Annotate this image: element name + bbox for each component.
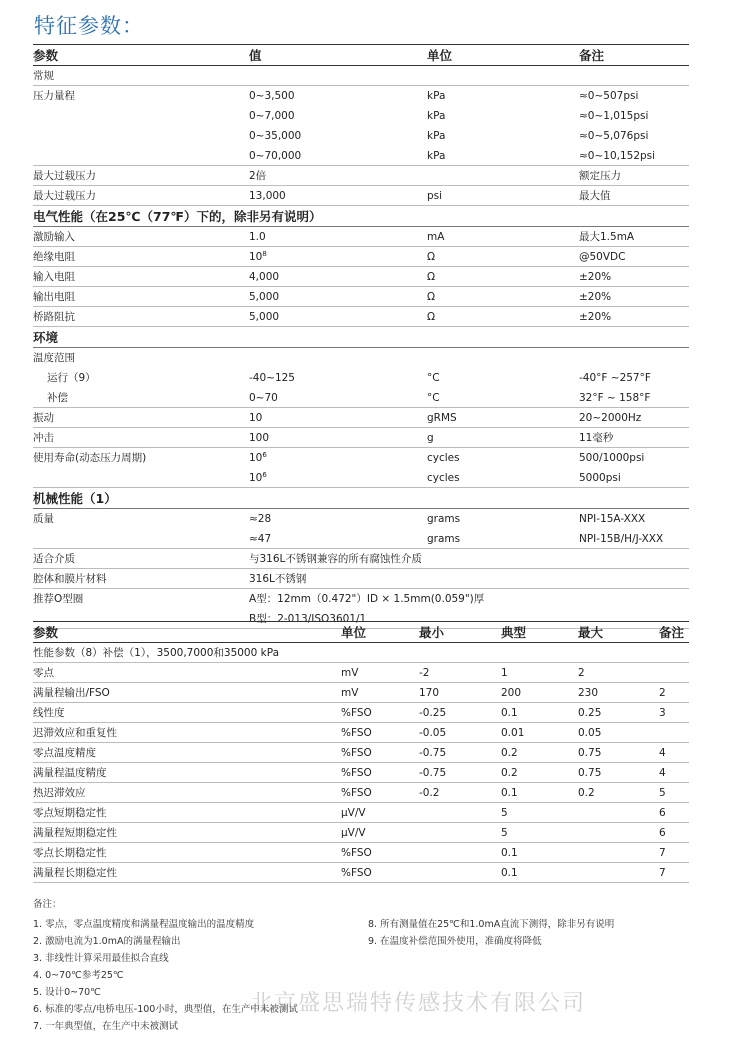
unit-cell: Ω [427, 271, 436, 283]
note-cell: 11毫秒 [579, 432, 614, 444]
notes-heading: 备注： [33, 899, 62, 910]
param-label: 零点长期稳定性 [33, 847, 107, 859]
table-row [33, 247, 689, 267]
value-cell: 0~70,000 [249, 150, 302, 162]
header-typ: 典型 [501, 625, 527, 640]
typ-cell: 1 [501, 667, 508, 679]
section-label: 电气性能（在25℃（77℉）下的，除非另有说明） [33, 209, 322, 224]
param-label: 满量程温度精度 [33, 767, 107, 779]
max-cell: 0.05 [578, 727, 602, 739]
max-cell: 2 [578, 667, 585, 679]
note-cell: 32°F ~ 158°F [579, 392, 651, 404]
note-cell: 最大1.5mA [579, 231, 635, 243]
table-row [33, 763, 689, 783]
table-row [33, 428, 689, 448]
unit-cell: cycles [427, 452, 460, 464]
value-cell: A型：12mm（0.472"）ID × 1.5mm(0.059")厚 [249, 593, 485, 605]
note-cell: NPI-15A-XXX [579, 513, 646, 525]
unit-cell: kPa [427, 150, 446, 162]
table-row [33, 803, 689, 823]
max-cell: 0.2 [578, 787, 595, 799]
note-cell: 6 [659, 827, 666, 839]
table-row [33, 146, 689, 166]
value-cell: 0~7,000 [249, 110, 295, 122]
value-cell: 0~3,500 [249, 90, 295, 102]
unit-cell: °C [427, 372, 440, 384]
table-row [33, 663, 689, 683]
param-label: 满量程输出/FSO [33, 687, 110, 699]
table-caption [33, 643, 689, 663]
param-label: 运行（9） [47, 372, 96, 384]
section-mechanical [33, 488, 689, 509]
value-cell: 0~35,000 [249, 130, 302, 142]
table-row [33, 509, 689, 529]
table-row [33, 783, 689, 803]
param-label: 零点温度精度 [33, 747, 96, 759]
caption-text: 性能参数（8）补偿（1），3500,7000和35000 kPa [33, 647, 280, 659]
table-row [33, 723, 689, 743]
table-row [33, 166, 689, 186]
max-cell: 0.25 [578, 707, 602, 719]
param-label: 零点 [33, 667, 54, 679]
typ-cell: 0.2 [501, 767, 518, 779]
table-row [33, 703, 689, 723]
page-title: 特征参数： [34, 14, 144, 38]
performance-table [33, 621, 689, 883]
param-label: 满量程短期稳定性 [33, 827, 117, 839]
value-cell: $10^8$ [249, 250, 267, 263]
section-label: 机械性能（1） [33, 491, 117, 506]
value-cell: 4,000 [249, 271, 280, 283]
param-label: 振动 [33, 412, 54, 424]
typ-cell: 5 [501, 827, 508, 839]
max-cell: 0.75 [578, 747, 602, 759]
note-item: 7. 一年典型值，在生产中未被测试 [33, 1021, 179, 1032]
value-cell: 13,000 [249, 190, 286, 202]
table-row [33, 287, 689, 307]
note-item: 5. 设计0~70℃ [33, 987, 101, 998]
header-unit: 单位 [341, 625, 367, 640]
value-cell: B型：2-013/ISO3601/1 [249, 613, 367, 625]
param-label: 最大过载压力 [33, 170, 96, 182]
param-label: 适合介质 [33, 553, 75, 565]
param-label: 使用寿命(动态压力周期) [33, 452, 147, 464]
section-environment [33, 327, 689, 348]
table-row [33, 448, 689, 468]
unit-cell: kPa [427, 130, 446, 142]
value-cell: 316L不锈钢 [249, 573, 307, 585]
section-general [33, 66, 689, 86]
unit-cell: °C [427, 392, 440, 404]
table-row [33, 743, 689, 763]
param-label: 推荐O型圈 [33, 593, 84, 605]
section-label: 环境 [33, 330, 59, 345]
table-row [33, 468, 689, 488]
unit-cell: %FSO [341, 707, 372, 719]
note-cell: 7 [659, 847, 666, 859]
value-cell: ≈28 [249, 513, 272, 525]
table-row [33, 307, 689, 327]
value-cell: 0~70 [249, 392, 278, 404]
header-param: 参数 [33, 48, 59, 63]
unit-cell: mV [341, 687, 359, 699]
note-cell: ±20% [579, 291, 612, 303]
typ-cell: 0.1 [501, 847, 518, 859]
param-label: 热迟滞效应 [33, 787, 86, 799]
note-item: 4. 0~70℃参考25℃ [33, 970, 124, 981]
min-cell: -0.75 [419, 767, 447, 779]
unit-cell: kPa [427, 110, 446, 122]
param-label: 输出电阻 [33, 291, 75, 303]
note-cell: ≈0~5,076psi [579, 130, 649, 142]
note-item: 1. 零点，零点温度精度和满量程温度输出的温度精度 [33, 919, 255, 930]
section-label: 常规 [33, 70, 54, 82]
header-note: 备注 [579, 48, 605, 63]
typ-cell: 0.01 [501, 727, 525, 739]
unit-cell: %FSO [341, 767, 372, 779]
value-cell: 与316L不锈钢兼容的所有腐蚀性介质 [249, 553, 422, 565]
watermark: 北京盛思瑞特传感技术有限公司 [250, 991, 587, 1016]
note-cell: ≈0~507psi [579, 90, 639, 102]
unit-cell: mV [341, 667, 359, 679]
table-row [33, 683, 689, 703]
performance-rows [33, 663, 689, 883]
min-cell: -0.2 [419, 787, 440, 799]
param-label: 绝缘电阻 [33, 251, 75, 263]
unit-cell: %FSO [341, 747, 372, 759]
min-cell: 170 [419, 687, 440, 699]
note-cell: 6 [659, 807, 666, 819]
note-item: 3. 非线性计算采用最佳拟合直线 [33, 953, 169, 964]
value-cell: 1.0 [249, 231, 266, 243]
typ-cell: 5 [501, 807, 508, 819]
section-electrical [33, 206, 689, 227]
note-cell: NPI-15B/H/J-XXX [579, 533, 664, 545]
note-cell: 500/1000psi [579, 452, 645, 464]
table-row [33, 368, 689, 388]
table-row [33, 106, 689, 126]
value-cell: $10^6$ [249, 451, 267, 464]
table-row [33, 126, 689, 146]
note-cell: 3 [659, 707, 666, 719]
note-item: 9. 在温度补偿范围外使用，准确度将降低 [368, 936, 542, 947]
unit-cell: grams [427, 533, 461, 545]
unit-cell: μV/V [341, 807, 366, 819]
table-row [33, 408, 689, 428]
value-cell: 10 [249, 412, 263, 424]
unit-cell: grams [427, 513, 461, 525]
table-row [33, 589, 689, 609]
table-header [33, 621, 689, 643]
value-cell: ≈47 [249, 533, 272, 545]
note-cell: 5000psi [579, 472, 621, 484]
param-label: 输入电阻 [33, 271, 75, 283]
typ-cell: 0.1 [501, 787, 518, 799]
param-label: 迟滞效应和重复性 [33, 727, 117, 739]
note-cell: 5 [659, 787, 666, 799]
value-cell: $10^6$ [249, 471, 267, 484]
note-cell: ±20% [579, 271, 612, 283]
param-label: 桥路阻抗 [33, 311, 75, 323]
max-cell: 0.75 [578, 767, 602, 779]
value-cell: 100 [249, 432, 270, 444]
note-cell: 4 [659, 747, 666, 759]
unit-cell: Ω [427, 311, 436, 323]
min-cell: -0.75 [419, 747, 447, 759]
spec-table [33, 44, 689, 629]
table-row [33, 227, 689, 247]
note-item: 2. 激励电流为1.0mA的满量程输出 [33, 936, 181, 947]
header-min: 最小 [419, 625, 445, 640]
table-row [33, 843, 689, 863]
unit-cell: %FSO [341, 787, 372, 799]
note-item: 8. 所有测量值在25℃和1.0mA直流下测得，除非另有说明 [368, 919, 615, 930]
param-label: 质量 [33, 513, 54, 525]
param-label: 最大过载压力 [33, 190, 96, 202]
table-row [33, 863, 689, 883]
unit-cell: kPa [427, 90, 446, 102]
note-item: 6. 标准的零点/电桥电压-100小时，典型值，在生产中未被测试 [33, 1004, 298, 1015]
max-cell: 230 [578, 687, 599, 699]
table-row [33, 569, 689, 589]
param-label: 补偿 [47, 392, 68, 404]
unit-cell: Ω [427, 251, 436, 263]
table-row [33, 549, 689, 569]
header-max: 最大 [578, 625, 604, 640]
note-cell: ±20% [579, 311, 612, 323]
typ-cell: 0.1 [501, 707, 518, 719]
typ-cell: 0.2 [501, 747, 518, 759]
unit-cell: mA [427, 231, 445, 243]
min-cell: -0.25 [419, 707, 447, 719]
min-cell: -0.05 [419, 727, 447, 739]
param-label: 激励输入 [33, 231, 75, 243]
unit-cell: gRMS [427, 412, 457, 424]
table-row [33, 348, 689, 368]
unit-cell: %FSO [341, 727, 372, 739]
table-row [33, 86, 689, 106]
note-cell: 7 [659, 867, 666, 879]
note-cell: 4 [659, 767, 666, 779]
param-label: 线性度 [33, 707, 65, 719]
unit-cell: Ω [427, 291, 436, 303]
unit-cell: g [427, 432, 434, 444]
param-label: 满量程长期稳定性 [33, 867, 117, 879]
note-cell: @50VDC [579, 251, 626, 263]
typ-cell: 0.1 [501, 867, 518, 879]
unit-cell: cycles [427, 472, 460, 484]
value-cell: 2倍 [249, 170, 267, 182]
header-value: 值 [249, 48, 262, 63]
param-label: 压力量程 [33, 90, 75, 102]
unit-cell: %FSO [341, 867, 372, 879]
param-label: 腔体和膜片材料 [33, 573, 107, 585]
unit-cell: psi [427, 190, 443, 202]
min-cell: -2 [419, 667, 430, 679]
table-row [33, 529, 689, 549]
param-label: 温度范围 [33, 352, 75, 364]
header-note: 备注 [659, 625, 685, 640]
table-row [33, 267, 689, 287]
value-cell: 5,000 [249, 311, 280, 323]
param-label: 零点短期稳定性 [33, 807, 107, 819]
table-row [33, 186, 689, 206]
note-cell: ≈0~10,152psi [579, 150, 656, 162]
note-cell: 20~2000Hz [579, 412, 642, 424]
table-row [33, 823, 689, 843]
table-header [33, 44, 689, 66]
note-cell: 额定压力 [579, 170, 621, 182]
header-param: 参数 [33, 625, 59, 640]
note-cell: -40°F ~257°F [579, 372, 651, 384]
value-cell: -40~125 [249, 372, 295, 384]
note-cell: ≈0~1,015psi [579, 110, 649, 122]
unit-cell: %FSO [341, 847, 372, 859]
table-row [33, 388, 689, 408]
header-unit: 单位 [427, 48, 453, 63]
value-cell: 5,000 [249, 291, 280, 303]
note-cell: 最大值 [579, 190, 611, 202]
typ-cell: 200 [501, 687, 522, 699]
note-cell: 2 [659, 687, 666, 699]
unit-cell: μV/V [341, 827, 366, 839]
param-label: 冲击 [33, 432, 54, 444]
